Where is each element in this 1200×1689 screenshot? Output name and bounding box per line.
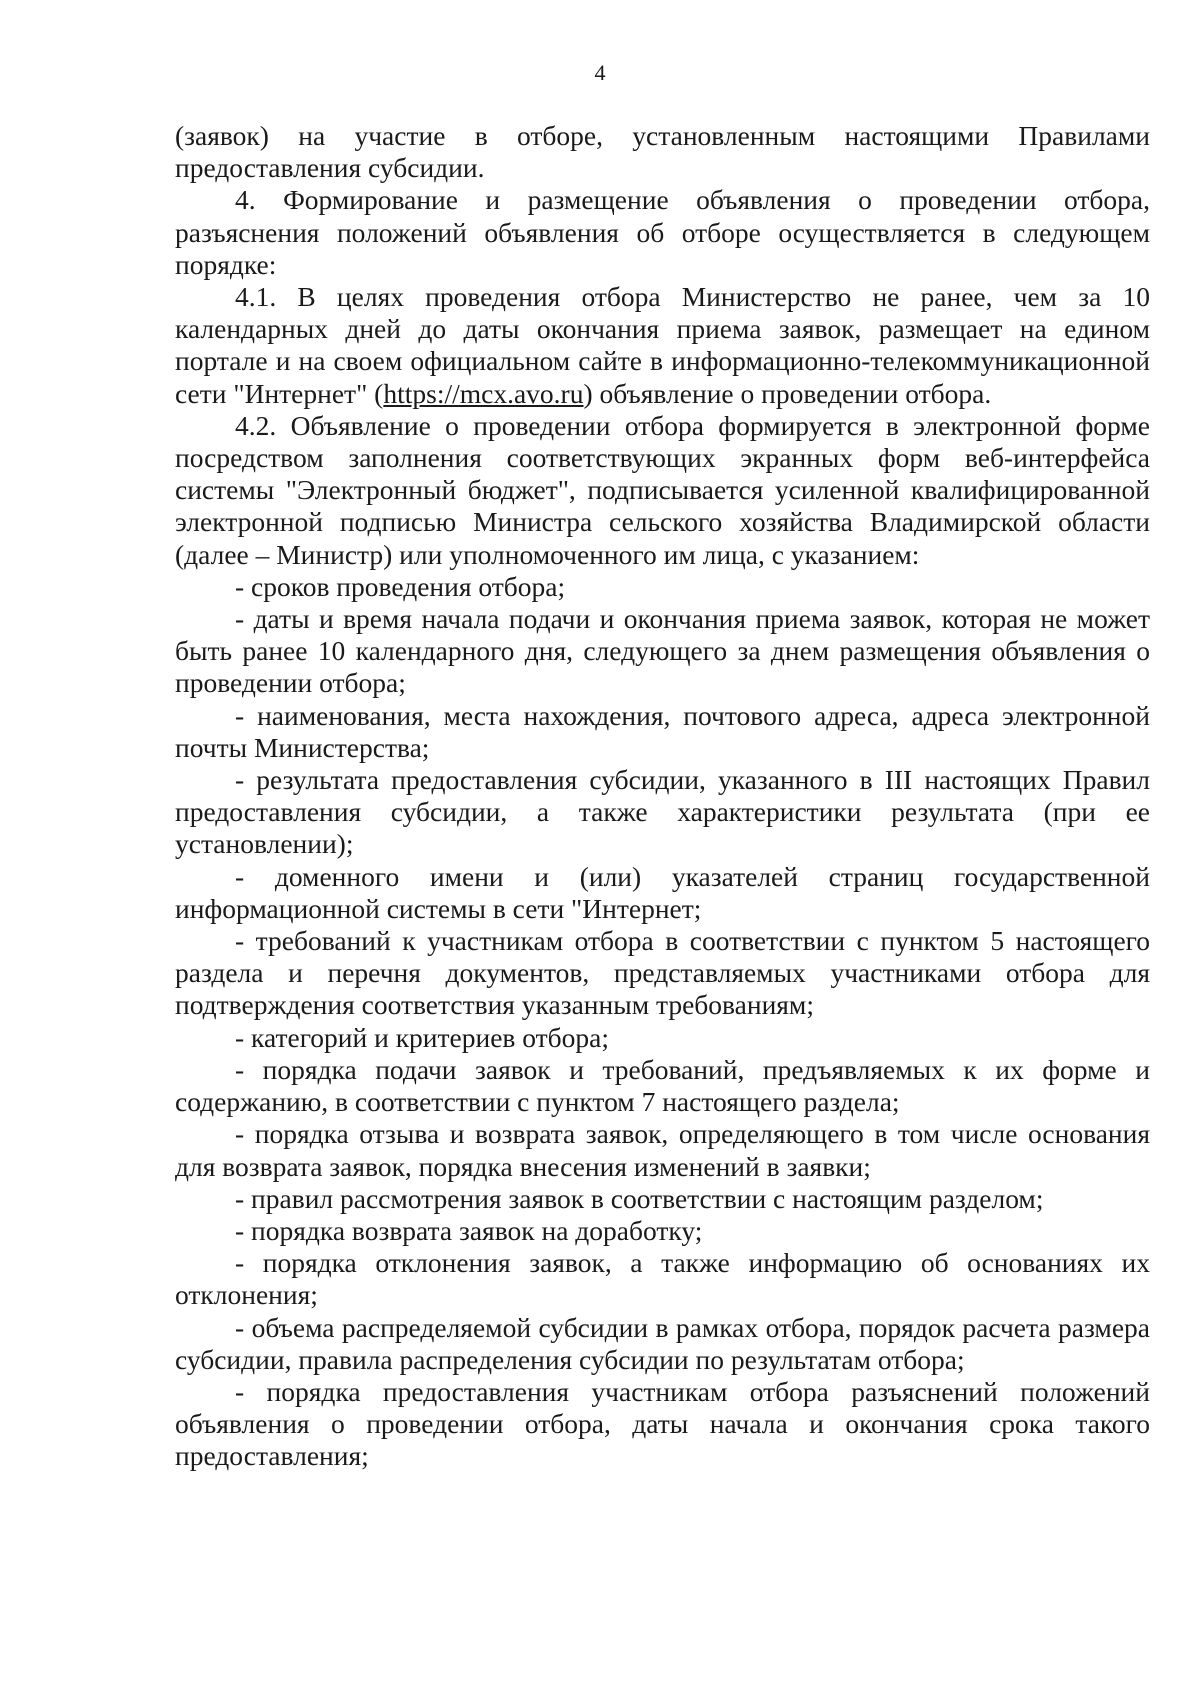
paragraph-text: ) объявление о проведении отбора. [583,377,992,409]
list-item: - наименования, места нахождения, почтового адреса, адреса электронной почты Министерства; [175,699,1150,763]
list-item: - порядка отклонения заявок, а также информацию об основаниях их отклонения; [175,1247,1150,1311]
paragraph-text: 4.1. В целях проведения отбора Министерство не ранее, чем за 10 календарных дней до даты окончания приема заявок, размещает на едином портале и на своем официальном сайте в информационно-телекоммуникационной сети "Интернет" ( [175,281,1150,409]
website-link[interactable]: https://mcx.avo.ru [383,377,584,409]
page-number: 4 [594,60,606,85]
paragraph-item-4: 4. Формирование и размещение объявления о проведении отбора, разъяснения положений объявления об отборе осуществляется в следующем порядке: [175,184,1150,280]
list-item: - порядка подачи заявок и требований, предъявляемых к их форме и содержанию, в соответствии с пунктом 7 настоящего раздела; [175,1053,1150,1118]
paragraph-item-4-2: 4.2. Объявление о проведении отбора формируется в электронной форме посредством заполнения соответствующих экранных форм веб-интерфейса системы "Электронный бюджет", подписывается усиленной квалифицированной электронной подписью Министра сельского хозяйства Владимирской области (далее – Министр) или уполномоченного им лица, с указанием: [175,409,1150,570]
list-item: - категорий и критериев отбора; [235,1021,610,1053]
list-item: - правил рассмотрения заявок в соответствии с настоящим разделом; [235,1182,1044,1214]
paragraph-item-4-1 [175,281,1150,410]
list-item: - порядка возврата заявок на доработку; [235,1214,703,1246]
list-item: - сроков проведения отбора; [235,570,566,602]
list-item: - доменного имени и (или) указателей страниц государственной информационной системы в сети "Интернет; [175,860,1150,924]
list-item: - требований к участникам отбора в соответствии с пунктом 5 настоящего раздела и перечня документов, представляемых участниками отбора для подтверждения соответствия указанным требованиям; [175,925,1150,1021]
list-item: - даты и время начала подачи и окончания приема заявок, которая не может быть ранее 10 календарного дня, следующего за днем размещения объявления о проведении отбора; [175,603,1150,699]
list-item: - результата предоставления субсидии, указанного в III настоящих Правил предоставления субсидии, а также характеристики результата (при ее установлении); [175,764,1150,860]
list-item: - порядка отзыва и возврата заявок, определяющего в том числе основания для возврата заявок, порядка внесения изменений в заявки; [175,1118,1150,1182]
list-item: - порядка предоставления участникам отбора разъяснений положений объявления о проведении отбора, даты начала и окончания срока такого предоставления; [175,1375,1150,1472]
list-item: - объема распределяемой субсидии в рамках отбора, порядок расчета размера субсидии, правила распределения субсидии по результатам отбора; [175,1311,1150,1375]
document-body [175,120,1150,1473]
paragraph-continuation: (заявок) на участие в отборе, установленным настоящими Правилами предоставления субсидии. [175,120,1150,184]
